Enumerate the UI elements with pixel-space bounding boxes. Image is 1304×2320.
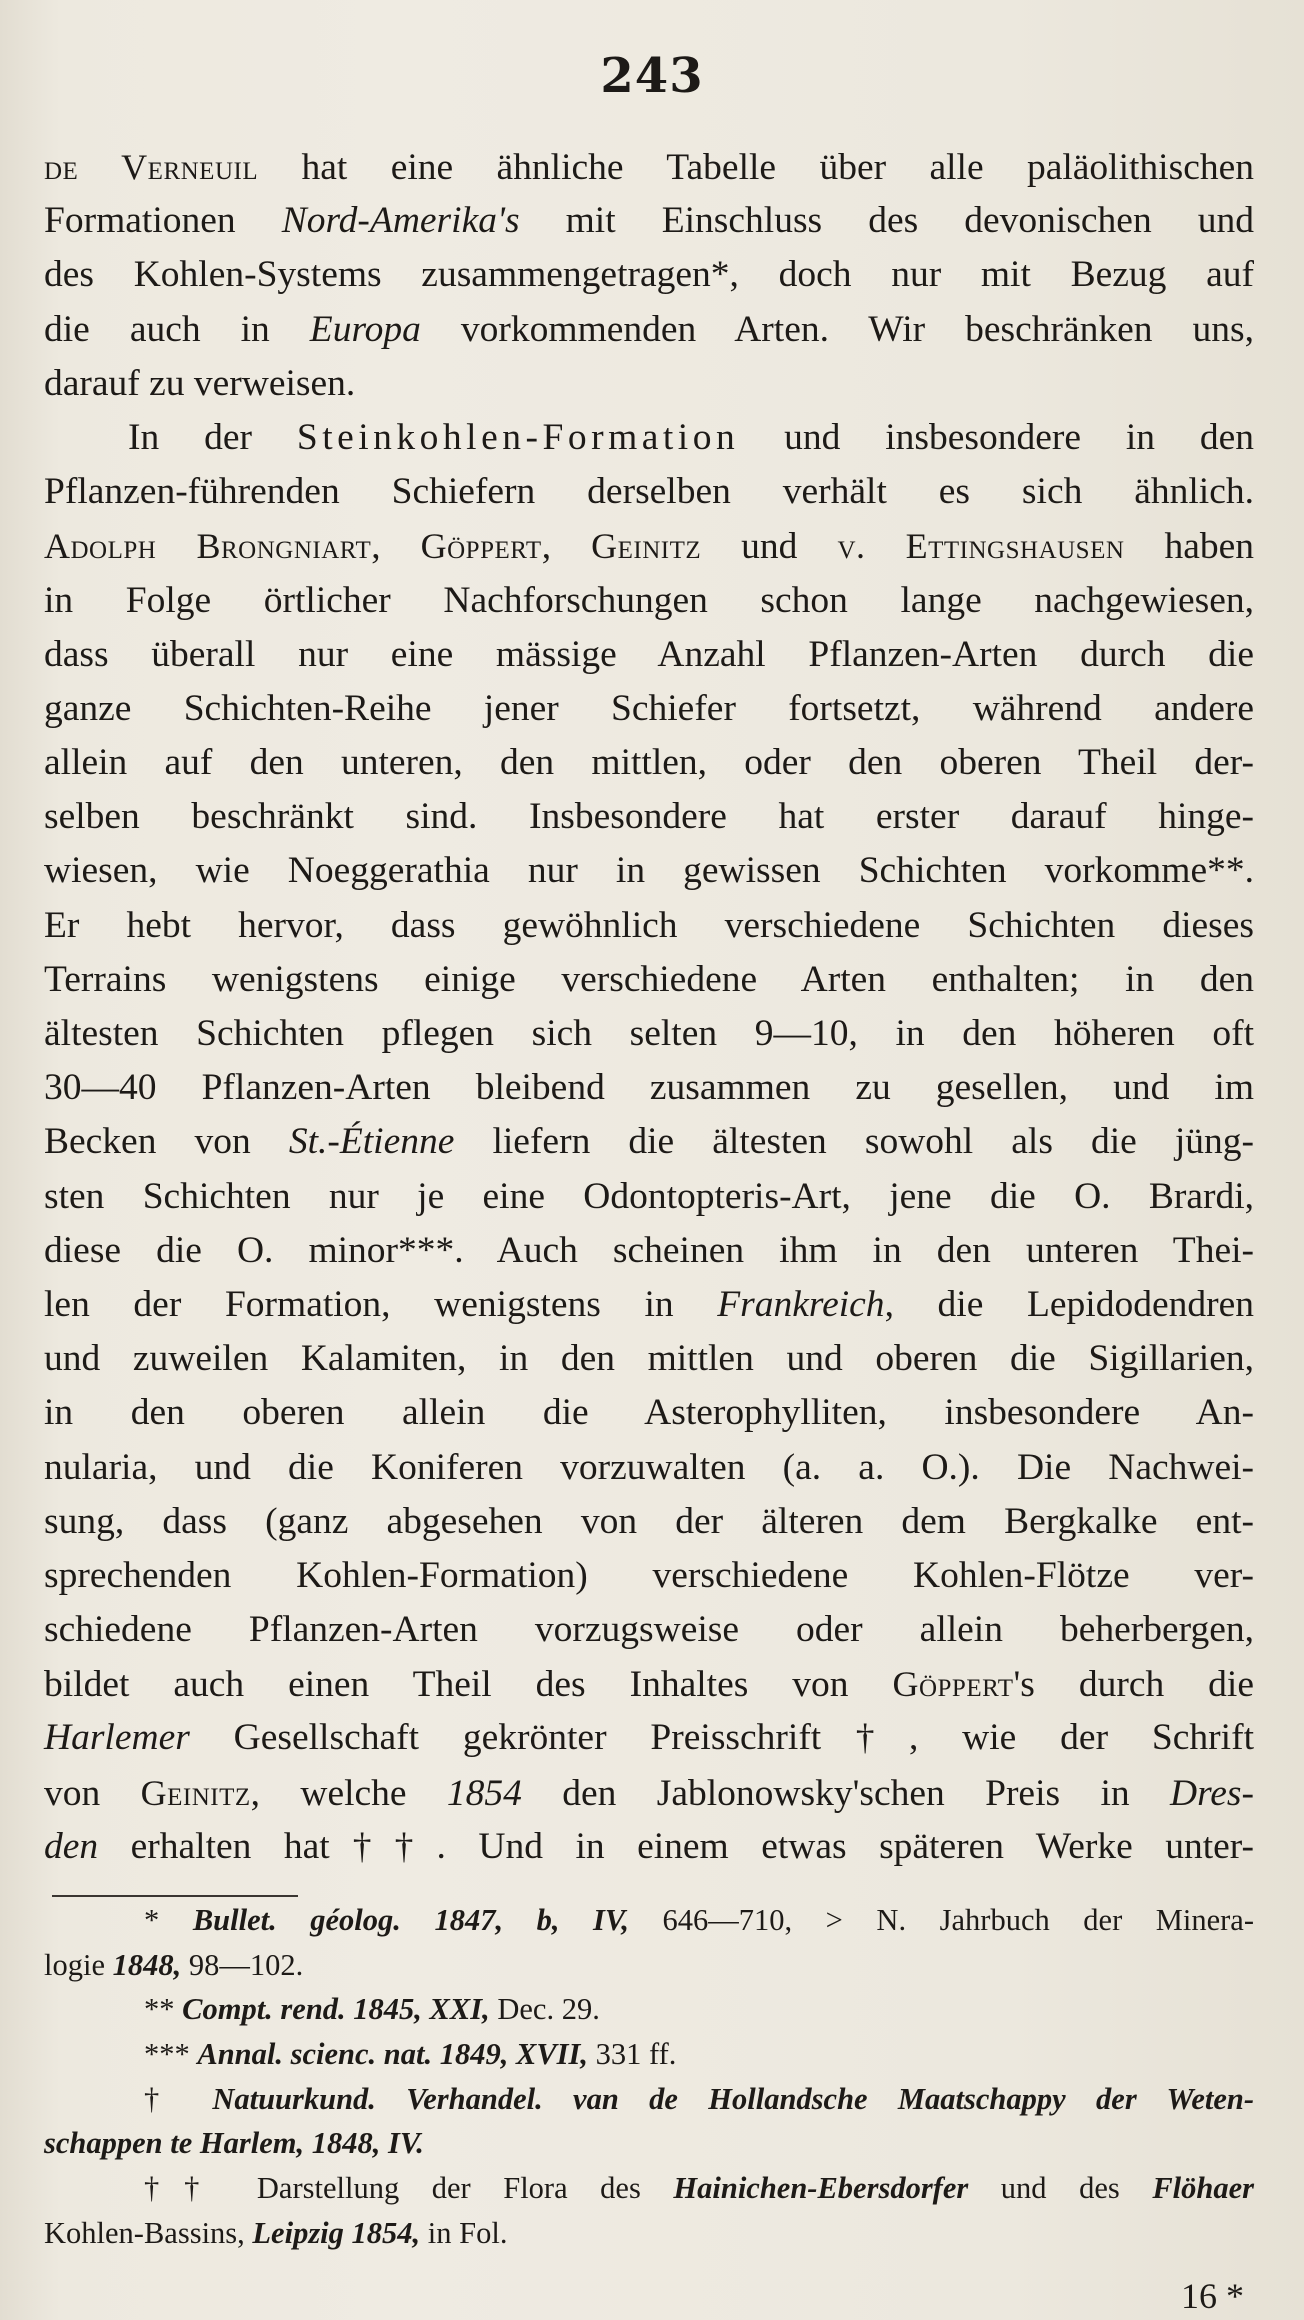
text-run: 1848, <box>112 1947 182 1982</box>
text-run: v. Ettingshausen <box>837 526 1125 567</box>
text-run: sprechenden Kohlen-Formation) verschiedene Kohlen-Flötze ver- <box>44 1554 1254 1596</box>
text-run: und des <box>968 2171 1153 2206</box>
text-run: Adolph Brongniart <box>44 526 372 567</box>
body-line <box>44 736 1254 790</box>
text-run: die auch in <box>44 308 310 350</box>
body-line <box>44 1115 1254 1169</box>
text-run: 's durch die <box>1013 1664 1254 1706</box>
body-line <box>44 303 1254 357</box>
text-run: allein auf den unteren, den mittlen, oder den oberen Theil der- <box>44 742 1254 784</box>
body-line <box>44 1332 1254 1386</box>
footnote-line <box>44 2166 1254 2211</box>
text-run: und zuweilen Kalamiten, in den mittlen und oberen die Sigillarien, <box>44 1338 1254 1380</box>
footnote-line <box>44 2211 1254 2256</box>
body-line <box>44 1061 1254 1115</box>
body-line <box>44 140 1254 194</box>
body-line <box>44 574 1254 628</box>
footnote-line <box>44 1943 1254 1988</box>
text-run: *** <box>144 2037 198 2072</box>
text-run: Nord-Amerika's <box>281 200 520 242</box>
text-run: selben beschränkt sind. Insbesondere hat erster darauf hinge- <box>44 796 1254 838</box>
body-line <box>44 628 1254 682</box>
text-run: vorkommenden Arten. Wir beschränken uns, <box>420 308 1254 350</box>
text-run: Harlemer <box>44 1717 190 1759</box>
body-line <box>44 1766 1254 1820</box>
text-run: des Kohlen-Systems zusammengetragen*, doch nur mit Bezug auf <box>44 254 1254 296</box>
text-run: Flöhaer <box>1152 2171 1254 2206</box>
body-line <box>44 899 1254 953</box>
text-run: de Verneuil <box>44 147 259 187</box>
text-run: und <box>701 526 838 568</box>
text-run: Natuurkund. Verhandel. van de Hollandsche Maatschappy der Weten- <box>212 2081 1255 2116</box>
body-line <box>44 411 1254 465</box>
text-run: in Fol. <box>420 2215 508 2250</box>
text-run: In der <box>128 416 297 458</box>
text-run: logie <box>44 1947 113 1982</box>
text-run: 1854 <box>446 1772 522 1814</box>
text-run: Steinkohlen-Formation <box>296 416 740 458</box>
footnote-rule <box>52 1895 298 1897</box>
text-run: † <box>144 2081 213 2116</box>
text-run: 646—710, > N. Jahrbuch der Minera- <box>628 1903 1255 1937</box>
text-run: 98—102. <box>181 1947 304 1982</box>
text-run: diese die O. minor***. Auch scheinen ihm in den unteren Thei- <box>44 1229 1254 1271</box>
body-line <box>44 357 1254 411</box>
text-run: von <box>44 1772 141 1814</box>
body-line <box>44 1495 1254 1549</box>
text-run: hat eine ähnliche Tabelle über alle paläolithischen <box>258 147 1254 188</box>
body-line <box>44 1007 1254 1061</box>
text-run: Annal. scienc. nat. 1849, XVII, <box>197 2037 589 2072</box>
text-run: Pflanzen-führenden Schiefern derselben verhält es sich ähnlich. <box>44 471 1254 513</box>
text-run: †† Darstellung der Flora des <box>144 2171 674 2206</box>
text-run: darauf zu verweisen. <box>44 362 356 404</box>
body-line <box>44 1170 1254 1224</box>
body-line <box>44 682 1254 736</box>
text-run: den Jablonowsky'schen Preis in <box>521 1772 1170 1814</box>
text-run: , welche <box>250 1772 447 1814</box>
text-run: Formationen <box>44 200 282 242</box>
text-run: , <box>541 526 592 568</box>
text-run: Geinitz <box>140 1772 251 1813</box>
footnote-line <box>44 2077 1254 2122</box>
text-run: schappen te Harlem, 1848, IV. <box>44 2126 424 2161</box>
text-run: ** <box>144 1992 183 2027</box>
text-run: sung, dass (ganz abgesehen von der älteren dem Bergkalke ent- <box>44 1500 1254 1542</box>
text-run: 331 ff. <box>588 2037 677 2072</box>
footnotes <box>44 1898 1254 2256</box>
text-run: ganze Schichten-Reihe jener Schiefer fortsetzt, während andere <box>44 687 1254 729</box>
main-text <box>44 140 1254 1874</box>
text-run: Göppert <box>420 526 542 567</box>
text-run: und insbesondere in den <box>739 416 1255 458</box>
text-run: ältesten Schichten pflegen sich selten 9—10, in den höheren oft <box>44 1013 1254 1054</box>
body-line <box>44 790 1254 844</box>
text-run: Europa <box>309 308 421 350</box>
text-run: Becken von <box>44 1121 289 1163</box>
body-line <box>44 194 1254 248</box>
text-run: , <box>371 526 421 568</box>
page-number: 243 <box>600 48 704 104</box>
text-run: Compt. rend. 1845, XXI, <box>182 1992 490 2027</box>
text-run: , die Lepidodendren <box>884 1283 1254 1325</box>
body-line <box>44 1224 1254 1278</box>
text-run: Bullet. géolog. 1847, b, IV, <box>192 1903 629 1937</box>
text-run: liefern die ältesten sowohl als die jüng- <box>454 1121 1254 1163</box>
text-run: erhalten hat††. Und in einem etwas späteren Werke unter- <box>98 1825 1254 1867</box>
text-run: Er hebt hervor, dass gewöhnlich verschiedene Schichten dieses <box>44 904 1254 946</box>
text-run: * <box>144 1903 193 1937</box>
text-run: bildet auch einen Theil des Inhaltes von <box>44 1664 893 1706</box>
body-line <box>44 248 1254 302</box>
text-run: nularia, und die Koniferen vorzuwalten (a. a. O.). Die Nachwei- <box>44 1446 1254 1488</box>
body-line <box>44 1657 1254 1711</box>
text-run: dass überall nur eine mässige Anzahl Pflanzen-Arten durch die <box>44 633 1254 675</box>
text-run: Dec. 29. <box>489 1992 600 2027</box>
text-run: schiedene Pflanzen-Arten vorzugsweise oder allein beherbergen, <box>44 1609 1254 1651</box>
body-line <box>44 1549 1254 1603</box>
text-run: 30—40 Pflanzen-Arten bleibend zusammen zu gesellen, und im <box>44 1067 1254 1109</box>
body-line <box>44 1386 1254 1440</box>
signature-mark: 16 * <box>1181 2276 1244 2316</box>
body-line <box>44 465 1254 519</box>
text-run: Kohlen-Bassins, <box>44 2215 253 2250</box>
footnote-line <box>44 1898 1254 1943</box>
text-run: wiesen, wie Noeggerathia nur in gewissen Schichten vorkomme**. <box>44 850 1254 892</box>
body-line <box>44 953 1254 1007</box>
footnote-line <box>44 2121 1254 2166</box>
text-run: in den oberen allein die Asterophylliten, insbesondere An- <box>44 1392 1254 1434</box>
body-line <box>44 1603 1254 1657</box>
text-run: den <box>44 1825 99 1867</box>
body-line <box>44 1441 1254 1495</box>
footnote-line <box>44 1987 1254 2032</box>
body-line <box>44 1278 1254 1332</box>
text-run: haben <box>1124 526 1254 568</box>
text-run: in Folge örtlicher Nachforschungen schon lange nachgewiesen, <box>44 579 1254 621</box>
text-run: mit Einschluss des devonischen und <box>519 200 1255 242</box>
text-run: Frankreich <box>717 1283 885 1325</box>
body-line <box>44 844 1254 898</box>
text-run: Geinitz <box>591 526 702 567</box>
text-run: sten Schichten nur je eine Odontopteris-Art, jene die O. Brardi, <box>44 1175 1254 1217</box>
text-run: Terrains wenigstens einige verschiedene Arten enthalten; in den <box>44 958 1254 1000</box>
footnote-line <box>44 2032 1254 2077</box>
text-run: len der Formation, wenigstens in <box>44 1283 718 1325</box>
text-run: Dres- <box>1169 1772 1254 1814</box>
text-run: Gesellschaft gekrönter Preisschrift†, wie der Schrift <box>189 1717 1254 1759</box>
body-line <box>44 1711 1254 1765</box>
text-run: Hainichen-Ebersdorfer <box>673 2171 969 2206</box>
text-run: Leipzig 1854, <box>252 2215 421 2250</box>
text-run: St.-Étienne <box>288 1121 455 1163</box>
body-line <box>44 1820 1254 1874</box>
text-run: Göppert <box>892 1664 1014 1705</box>
body-line <box>44 519 1254 573</box>
